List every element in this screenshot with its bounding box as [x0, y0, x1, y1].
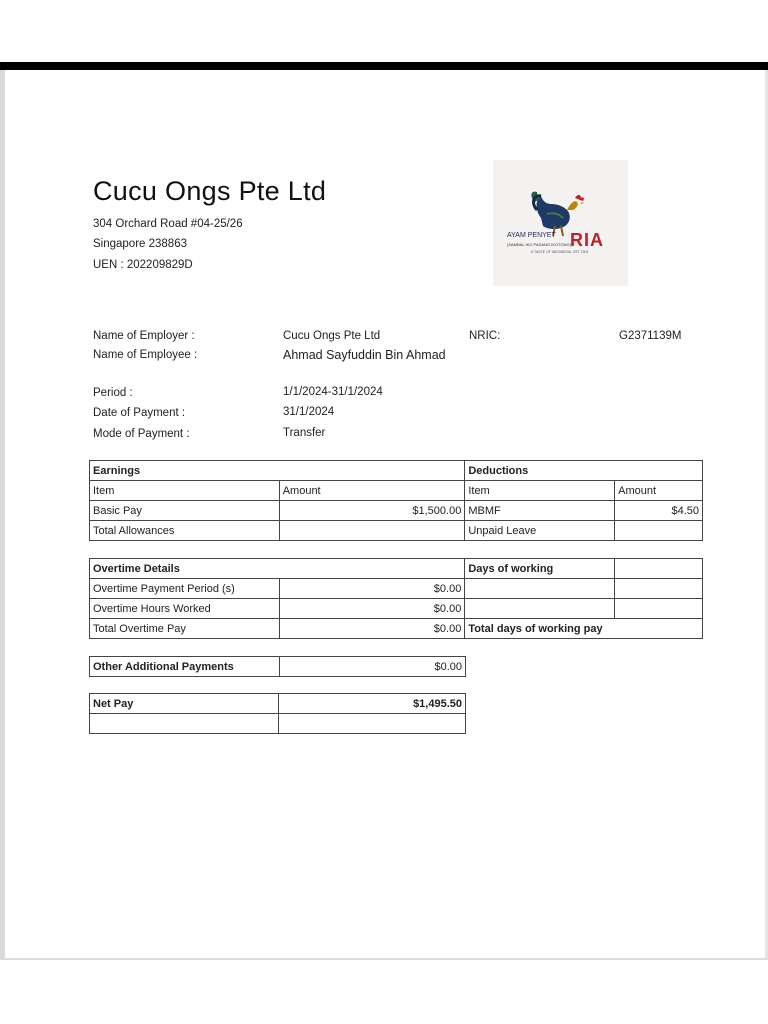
- employer-value: Cucu Ongs Pte Ltd: [283, 330, 381, 342]
- overtime-amount: $0.00: [279, 579, 464, 599]
- logo-tagline: A TASTE OF INDONESIA, EST 2001: [531, 250, 589, 254]
- net-pay-label: Net Pay: [90, 694, 279, 714]
- employer-label: Name of Employer :: [93, 330, 195, 342]
- top-border: [0, 62, 768, 70]
- payment-date-value: 31/1/2024: [283, 406, 335, 418]
- earning-item: Basic Pay: [90, 501, 280, 521]
- total-days-working-label: Total days of working pay: [465, 619, 703, 639]
- table-row: [90, 521, 703, 541]
- earning-item: Total Allowances: [90, 521, 280, 541]
- deduction-amount: $4.50: [615, 501, 703, 521]
- overtime-amount: $0.00: [279, 619, 464, 639]
- deductions-item-col: Item: [465, 481, 615, 501]
- other-payments-amount: $0.00: [279, 657, 465, 677]
- empty-cell: [465, 599, 615, 619]
- employee-value: Ahmad Sayfuddin Bin Ahmad: [283, 348, 446, 362]
- earning-amount: $1,500.00: [279, 501, 465, 521]
- company-address-line-2: Singapore 238863: [93, 238, 187, 250]
- table-row: [90, 694, 466, 714]
- nric-value: G2371139M: [619, 330, 682, 342]
- net-pay-amount: $1,495.50: [279, 694, 466, 714]
- deductions-amount-col: Amount: [615, 481, 703, 501]
- logo-brand-right: RIA: [570, 230, 604, 250]
- table-row: [90, 501, 703, 521]
- logo-brand-left: AYAM PENYET: [507, 232, 556, 239]
- company-logo: [493, 160, 628, 286]
- table-row: [90, 714, 466, 734]
- logo-brand-sub: (SAMBAL IKO PADANG IKOTONG): [507, 242, 571, 247]
- deduction-item: MBMF: [465, 501, 615, 521]
- period-label: Period :: [93, 387, 133, 399]
- days-working-value: [615, 559, 703, 579]
- days-working-header: Days of working: [465, 559, 615, 579]
- table-row: [90, 657, 466, 677]
- net-pay-table: [89, 693, 466, 734]
- earnings-amount-col: Amount: [279, 481, 465, 501]
- nric-label: NRIC:: [469, 330, 501, 342]
- earning-amount: [279, 521, 465, 541]
- payment-mode-label: Mode of Payment :: [93, 428, 190, 440]
- overtime-label: Overtime Hours Worked: [90, 599, 280, 619]
- period-value: 1/1/2024-31/1/2024: [283, 386, 383, 398]
- earnings-item-col: Item: [90, 481, 280, 501]
- table-row: [90, 559, 703, 579]
- other-payments-label: Other Additional Payments: [90, 657, 280, 677]
- empty-cell: [615, 599, 703, 619]
- table-row: [90, 619, 703, 639]
- company-uen: UEN : 202209829D: [93, 259, 193, 271]
- overtime-header: Overtime Details: [90, 559, 465, 579]
- employee-label: Name of Employee :: [93, 349, 198, 361]
- empty-cell: [465, 579, 615, 599]
- page-bottom-edge: [0, 958, 768, 960]
- overtime-amount: $0.00: [279, 599, 464, 619]
- empty-cell: [90, 714, 279, 734]
- other-payments-table: [89, 656, 466, 677]
- deduction-amount: [615, 521, 703, 541]
- table-row: [90, 579, 703, 599]
- company-address-line-1: 304 Orchard Road #04-25/26: [93, 218, 243, 230]
- overtime-label: Overtime Payment Period (s): [90, 579, 280, 599]
- deduction-item: Unpaid Leave: [465, 521, 615, 541]
- overtime-table: [89, 558, 703, 639]
- payment-mode-value: Transfer: [283, 427, 326, 439]
- earnings-deductions-table: [89, 460, 703, 541]
- empty-cell: [279, 714, 466, 734]
- page-left-edge: [0, 70, 5, 960]
- deductions-header: Deductions: [465, 461, 703, 481]
- earnings-header: Earnings: [90, 461, 465, 481]
- table-row: [90, 481, 703, 501]
- table-row: [90, 599, 703, 619]
- overtime-label: Total Overtime Pay: [90, 619, 280, 639]
- company-name: Cucu Ongs Pte Ltd: [93, 176, 327, 206]
- payment-date-label: Date of Payment :: [93, 407, 186, 419]
- table-row: [90, 461, 703, 481]
- empty-cell: [615, 579, 703, 599]
